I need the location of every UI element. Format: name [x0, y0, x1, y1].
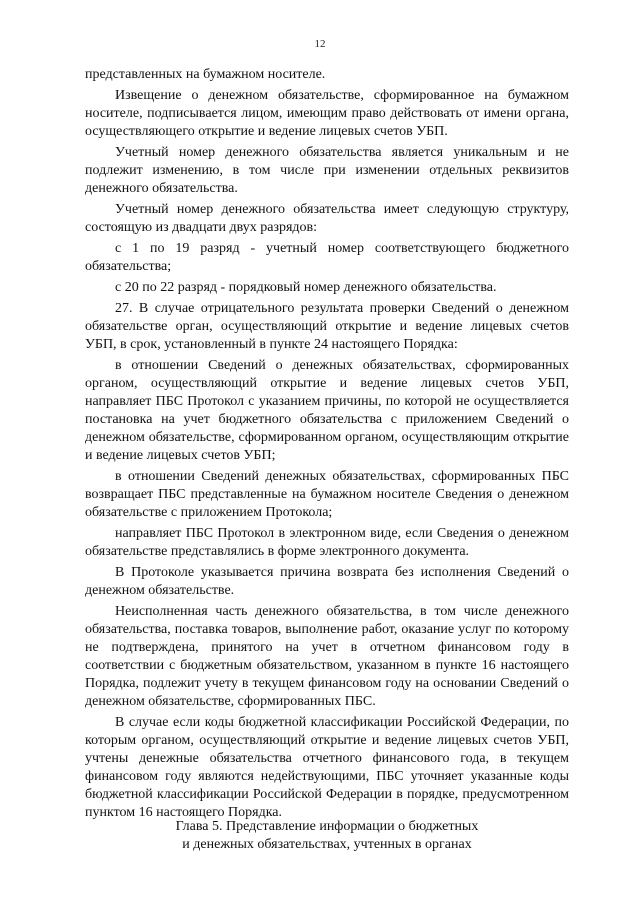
paragraph-9: направляет ПБС Протокол в электронном виде, если Сведения о денежном обязательстве представлялись в форме электронного документа.	[85, 526, 569, 559]
chapter-heading-line-2: и денежных обязательствах, учтенных в органах	[182, 837, 472, 852]
paragraph-11: Неисполненная часть денежного обязательства, в том числе денежного обязательства, поставка товаров, выполнение работ, оказание услуг по которому не подтверждена, принятого на учет в отчетном финансовом году в соответствии с бюджетным обязательством, указанном в пункте 16 настоящего Порядка, подлежит учету в текущем финансовом году на основании Сведений о денежном обязательстве, сформированных ПБС.	[85, 604, 569, 709]
chapter-heading	[85, 818, 569, 854]
paragraph-0: представленных на бумажном носителе.	[85, 67, 326, 82]
paragraph-7: в отношении Сведений о денежных обязательствах, сформированных органом, осуществляющий открытие и ведение лицевых счетов УБП, направляет ПБС Протокол с указанием причины, по которой не осуществляется постановка на учет бюджетного обязательства с приложением Сведений о денежном обязательстве, сформированном органом, осуществляющим открытие и ведение лицевых счетов УБП;	[85, 358, 569, 463]
paragraph-10: В Протоколе указывается причина возврата без исполнения Сведений о денежном обязательстве.	[85, 565, 569, 598]
paragraph-3: Учетный номер денежного обязательства имеет следующую структуру, состоящую из двадцати двух разрядов:	[85, 202, 569, 235]
paragraph-2: Учетный номер денежного обязательства является уникальным и не подлежит изменению, в том числе при изменении отдельных реквизитов денежного обязательства.	[85, 145, 569, 196]
paragraph-4: с 1 по 19 разряд - учетный номер соответствующего бюджетного обязательства;	[85, 241, 569, 274]
paragraph-5: с 20 по 22 разряд - порядковый номер денежного обязательства.	[115, 280, 497, 295]
paragraph-1: Извещение о денежном обязательстве, сформированное на бумажном носителе, подписывается лицом, имеющим право действовать от имени органа, осуществляющего открытие и ведение лицевых счетов УБП.	[85, 88, 569, 139]
page-number: 12	[314, 38, 326, 50]
chapter-heading-line-1: Глава 5. Представление информации о бюджетных	[175, 819, 479, 834]
document-body	[85, 66, 569, 825]
paragraph-8: в отношении Сведений денежных обязательствах, сформированных ПБС возвращает ПБС представленные на бумажном носителе Сведения о денежном обязательстве с приложением Протокола;	[85, 469, 569, 520]
paragraph-12: В случае если коды бюджетной классификации Российской Федерации, по которым органом, осуществляющий открытие и ведение лицевых счетов УБП, учтены денежные обязательства отчетного финансового года, в текущем финансовом году являются недействующими, ПБС уточняет указанные коды бюджетной классификации Российской Федерации в порядке, предусмотренном пунктом 16 настоящего Порядка.	[85, 715, 569, 820]
paragraph-6: 27. В случае отрицательного результата проверки Сведений о денежном обязательстве орган, осуществляющий открытие и ведение лицевых счетов УБП, в срок, установленный в пункте 24 настоящего Порядка:	[85, 301, 569, 352]
